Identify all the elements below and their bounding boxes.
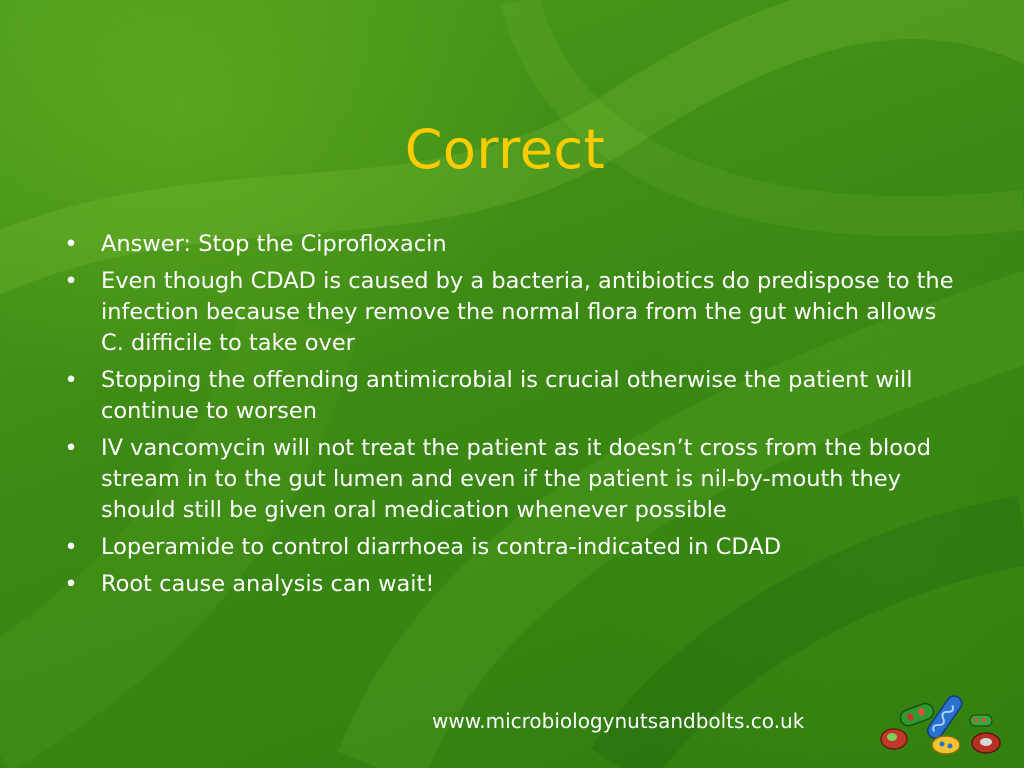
bullet-text: IV vancomycin will not treat the patient as it doesn’t cross from the blood stream in to the gut lumen and even if the patient is nil-by-mouth they should still be given oral medication whenever possible: [101, 435, 932, 523]
bullet-text: Stopping the offending antimicrobial is crucial otherwise the patient will continue to worsen: [101, 367, 913, 424]
bullet-dot-icon: •: [64, 534, 78, 560]
bullet-dot-icon: •: [64, 571, 78, 597]
bullet-item: [64, 229, 964, 260]
bullet-text: Root cause analysis can wait!: [101, 571, 435, 597]
bullet-dot-icon: •: [64, 231, 78, 257]
bullet-item: [64, 365, 964, 427]
bullet-item: [64, 433, 964, 526]
microbes-logo-icon: [878, 687, 1004, 757]
footer-url: www.microbiologynutsandbolts.co.uk: [432, 709, 805, 733]
bullet-item: [64, 532, 964, 563]
slide-title: Correct: [404, 118, 606, 181]
bullet-dot-icon: •: [64, 268, 78, 294]
bullet-item: [64, 266, 964, 359]
bullet-dot-icon: •: [64, 367, 78, 393]
bullet-text: Answer: Stop the Ciprofloxacin: [101, 231, 447, 257]
bullet-item: [64, 569, 964, 600]
bullet-list: [64, 229, 964, 606]
bullet-dot-icon: •: [64, 435, 78, 461]
bullet-text: Even though CDAD is caused by a bacteria, antibiotics do predispose to the infection because they remove the normal flora from the gut which allows C. difficile to take over: [101, 268, 954, 356]
bullet-text: Loperamide to control diarrhoea is contra-indicated in CDAD: [101, 534, 782, 560]
